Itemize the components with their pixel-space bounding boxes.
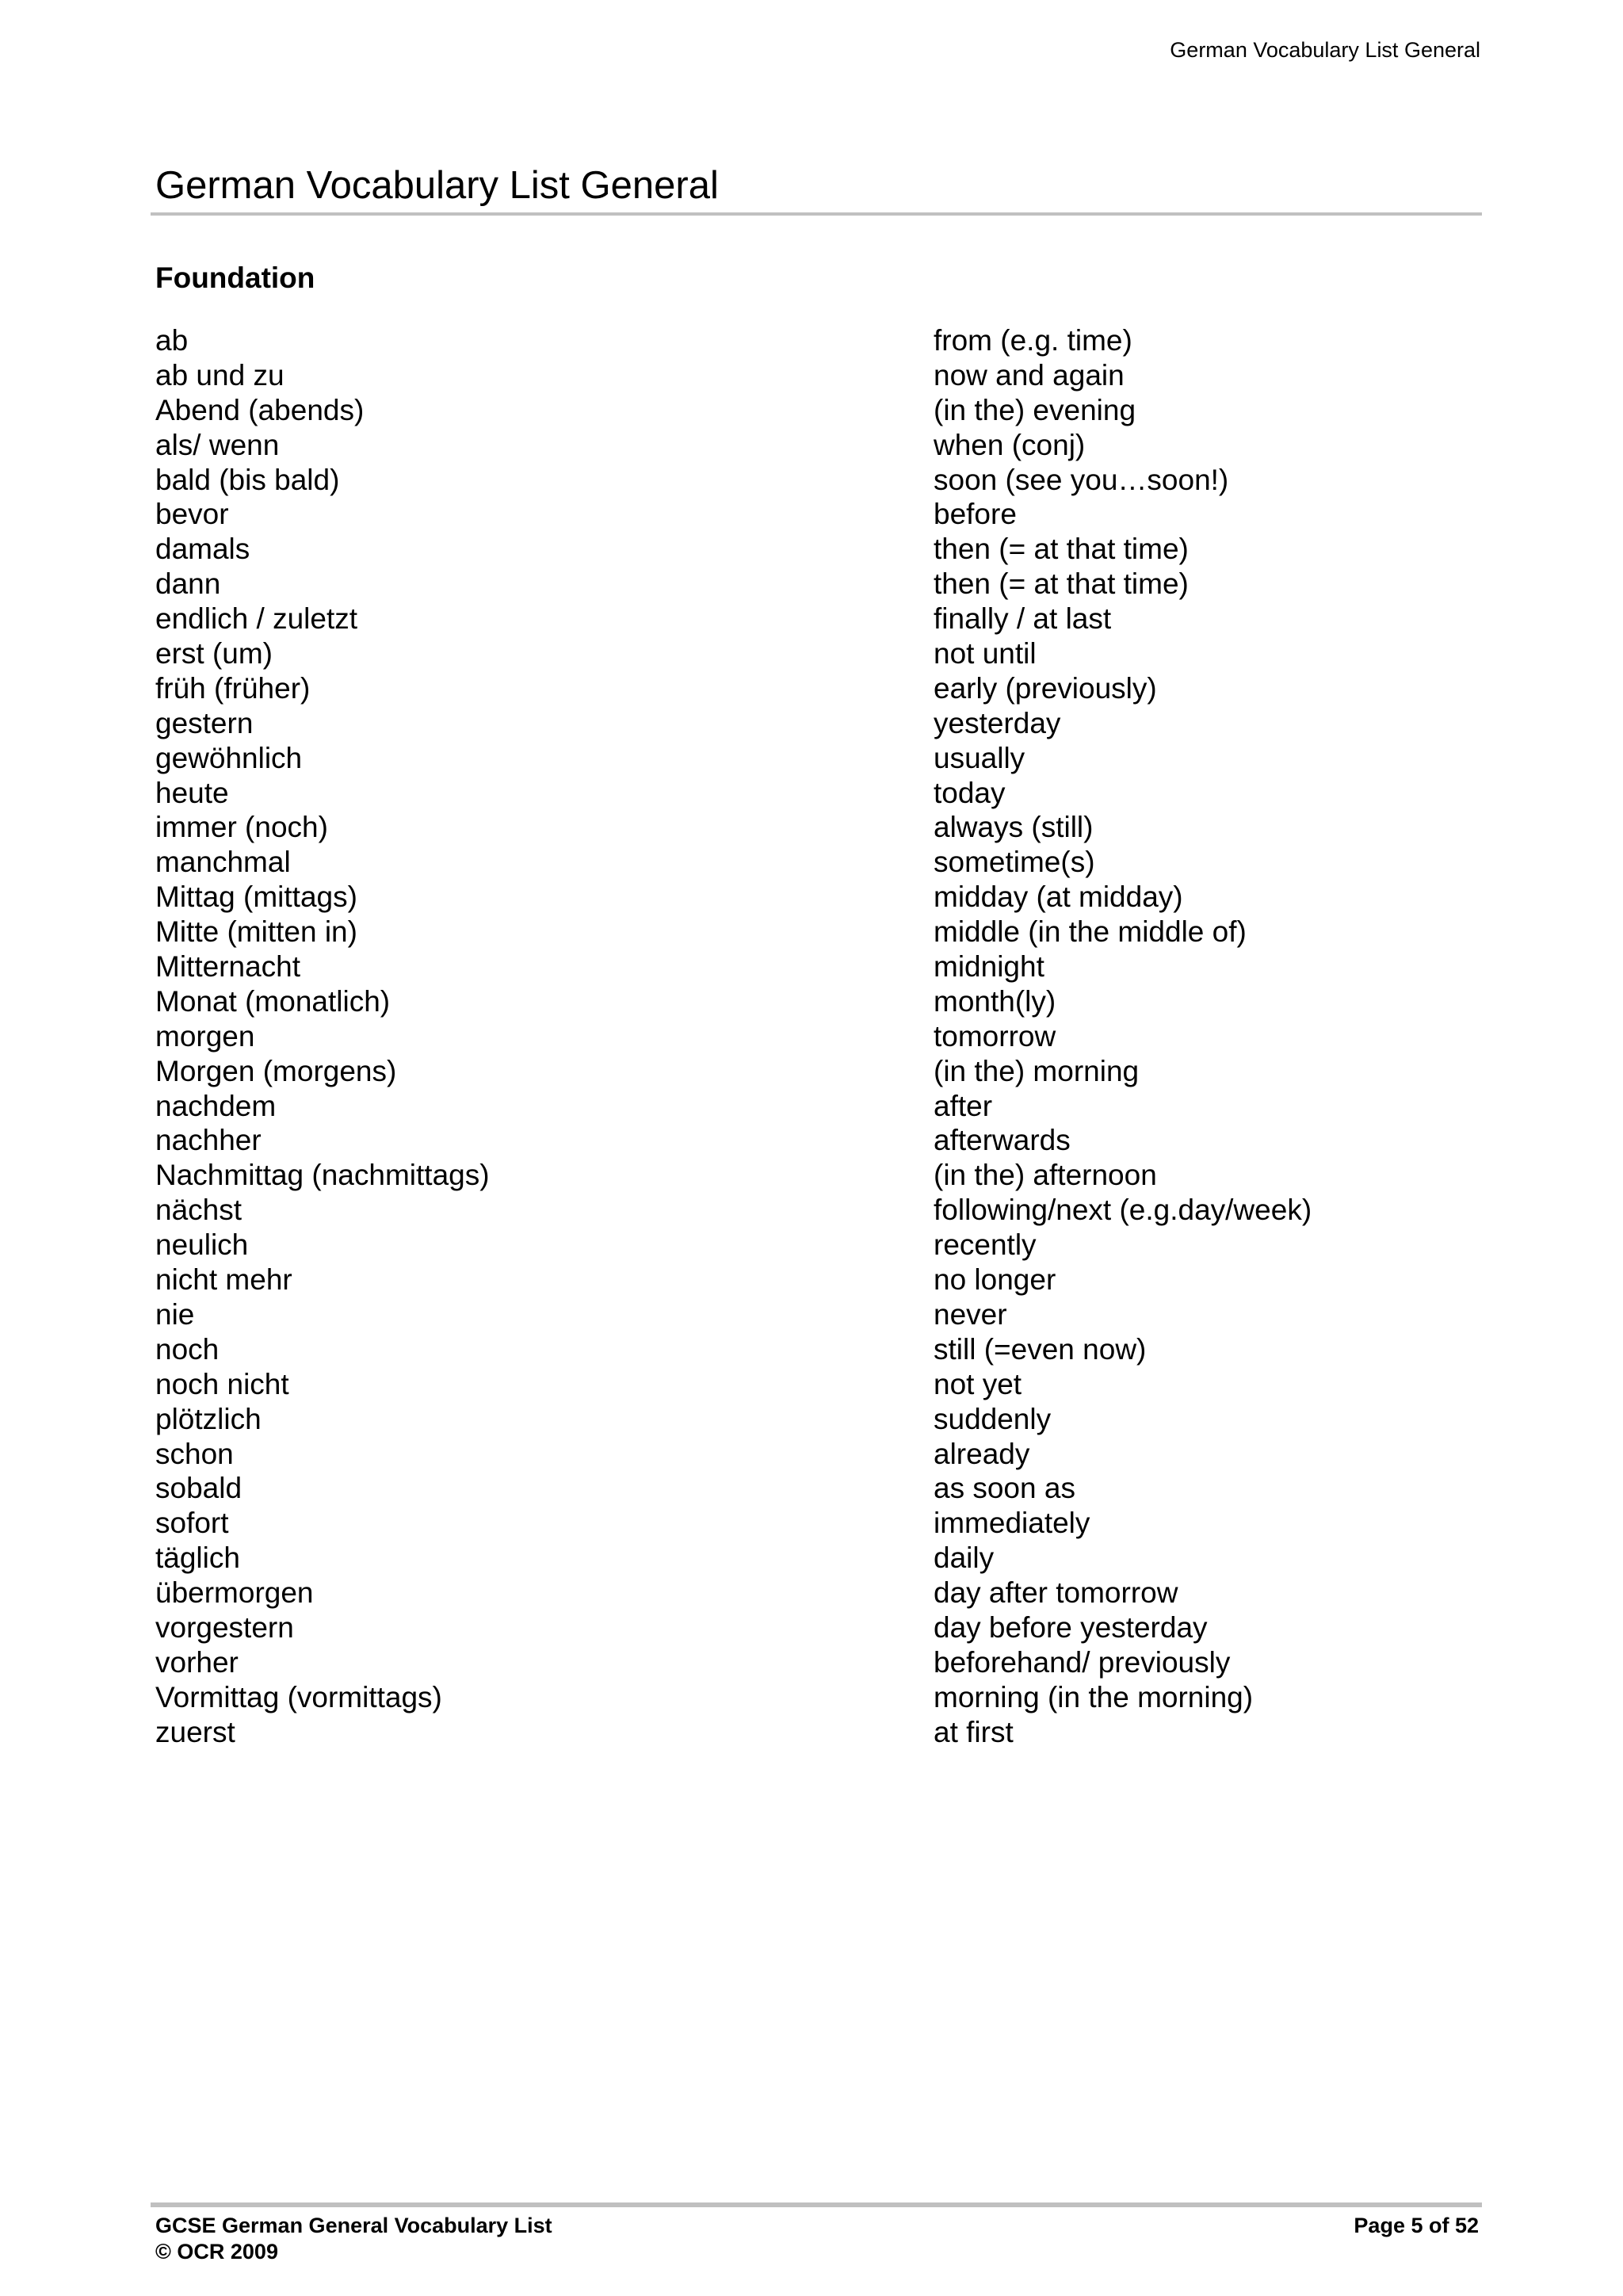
english-translation: daily [934, 1541, 995, 1575]
english-translation: suddenly [934, 1402, 1052, 1435]
english-translation: never [934, 1297, 1007, 1331]
english-translation: not until [934, 637, 1037, 670]
english-translation: immediately [934, 1507, 1090, 1540]
footer-course: GCSE German General Vocabulary List [155, 2214, 552, 2237]
english-translation: (in the) morning [934, 1054, 1140, 1087]
german-term: nächst [155, 1194, 242, 1227]
vocab-row [155, 1437, 1344, 1472]
english-translation: middle (in the middle of) [934, 915, 1247, 949]
english-translation: day before yesterday [934, 1610, 1208, 1644]
german-term: nachdem [155, 1089, 277, 1122]
german-term: ab [155, 324, 189, 357]
vocab-row [155, 358, 1344, 393]
vocab-row [155, 1471, 1344, 1506]
english-translation: month(ly) [934, 984, 1056, 1018]
vocab-row [155, 567, 1344, 602]
english-translation: morning (in the morning) [934, 1680, 1254, 1713]
german-term: sobald [155, 1472, 242, 1505]
english-translation: at first [934, 1715, 1014, 1748]
german-term: gestern [155, 706, 254, 739]
english-translation: following/next (e.g.day/week) [934, 1194, 1312, 1227]
page-title: German Vocabulary List General [155, 164, 719, 207]
german-term: übermorgen [155, 1576, 314, 1610]
german-term: noch nicht [155, 1367, 289, 1400]
vocab-row [155, 393, 1344, 428]
german-term: bevor [155, 498, 229, 531]
german-term: neulich [155, 1228, 249, 1262]
english-translation: usually [934, 741, 1025, 774]
german-term: Mittag (mittags) [155, 881, 357, 914]
german-term: schon [155, 1437, 234, 1470]
german-term: Nachmittag (nachmittags) [155, 1159, 490, 1192]
english-translation: still (=even now) [934, 1332, 1147, 1366]
german-term: Monat (monatlich) [155, 984, 391, 1018]
vocab-row [155, 1123, 1344, 1158]
vocab-row [155, 880, 1344, 915]
vocab-row [155, 463, 1344, 498]
vocab-row [155, 776, 1344, 811]
english-translation: when (conj) [934, 428, 1086, 461]
english-translation: soon (see you…soon!) [934, 463, 1229, 496]
vocab-row [155, 428, 1344, 463]
english-translation: finally / at last [934, 602, 1112, 636]
english-translation: afterwards [934, 1124, 1071, 1157]
vocab-row [155, 1019, 1344, 1054]
vocab-row [155, 1193, 1344, 1228]
vocab-row [155, 915, 1344, 949]
vocab-row [155, 741, 1344, 776]
vocab-row [155, 1576, 1344, 1610]
english-translation: no longer [934, 1263, 1056, 1297]
german-term: Vormittag (vormittags) [155, 1680, 442, 1713]
german-term: noch [155, 1332, 220, 1366]
vocab-row [155, 1332, 1344, 1367]
vocabulary-list [155, 323, 1344, 1750]
english-translation: early (previously) [934, 671, 1157, 705]
vocab-row [155, 1506, 1344, 1541]
english-translation: day after tomorrow [934, 1576, 1178, 1610]
english-translation: sometime(s) [934, 846, 1095, 879]
vocab-row [155, 810, 1344, 845]
german-term: ab und zu [155, 358, 285, 392]
german-term: nicht mehr [155, 1263, 292, 1297]
vocab-row [155, 984, 1344, 1019]
english-translation: midnight [934, 950, 1044, 984]
german-term: plötzlich [155, 1402, 262, 1435]
german-term: als/ wenn [155, 428, 280, 461]
german-term: erst (um) [155, 637, 273, 670]
vocab-row [155, 532, 1344, 567]
vocab-row [155, 1367, 1344, 1402]
english-translation: midday (at midday) [934, 881, 1183, 914]
vocab-row [155, 1089, 1344, 1124]
english-translation: from (e.g. time) [934, 324, 1132, 357]
german-term: Abend (abends) [155, 393, 365, 426]
vocab-row [155, 1402, 1344, 1437]
vocab-row [155, 949, 1344, 984]
german-term: bald (bis bald) [155, 463, 340, 496]
english-translation: before [934, 498, 1017, 531]
german-term: endlich / zuletzt [155, 602, 358, 636]
footer-left [155, 2213, 552, 2265]
german-term: immer (noch) [155, 811, 328, 844]
german-term: damals [155, 533, 250, 566]
footer-copyright: © OCR 2009 [155, 2240, 278, 2264]
english-translation: (in the) afternoon [934, 1159, 1157, 1192]
footer-divider [151, 2202, 1482, 2207]
english-translation: as soon as [934, 1472, 1075, 1505]
english-translation: not yet [934, 1367, 1022, 1400]
german-term: Mitternacht [155, 950, 301, 984]
english-translation: always (still) [934, 811, 1094, 844]
german-term: heute [155, 776, 229, 809]
vocab-row [155, 845, 1344, 880]
german-term: täglich [155, 1541, 240, 1575]
german-term: vorgestern [155, 1610, 294, 1644]
english-translation: tomorrow [934, 1019, 1056, 1052]
english-translation: today [934, 776, 1006, 809]
english-translation: then (= at that time) [934, 567, 1189, 601]
german-term: zuerst [155, 1715, 235, 1748]
english-translation: then (= at that time) [934, 533, 1189, 566]
vocab-row [155, 1054, 1344, 1089]
vocab-row [155, 671, 1344, 706]
german-term: dann [155, 567, 221, 601]
german-term: manchmal [155, 846, 291, 879]
page-number: Page 5 of 52 [1354, 2214, 1479, 2237]
vocab-row [155, 1715, 1344, 1750]
german-term: nie [155, 1297, 195, 1331]
english-translation: yesterday [934, 706, 1061, 739]
german-term: nachher [155, 1124, 262, 1157]
english-translation: now and again [934, 358, 1125, 392]
vocab-row [155, 636, 1344, 671]
english-translation: after [934, 1089, 993, 1122]
english-translation: recently [934, 1228, 1037, 1262]
german-term: gewöhnlich [155, 741, 303, 774]
vocab-row [155, 497, 1344, 532]
vocab-row [155, 1645, 1344, 1680]
title-divider [151, 212, 1482, 216]
german-term: Mitte (mitten in) [155, 915, 357, 949]
english-translation: beforehand/ previously [934, 1645, 1231, 1679]
german-term: früh (früher) [155, 671, 311, 705]
german-term: vorher [155, 1645, 239, 1679]
vocab-row [155, 1263, 1344, 1297]
vocab-row [155, 1680, 1344, 1715]
german-term: morgen [155, 1019, 255, 1052]
english-translation: (in the) evening [934, 393, 1136, 426]
vocab-row [155, 1541, 1344, 1576]
running-header: German Vocabulary List General [1170, 38, 1480, 62]
vocab-row [155, 602, 1344, 636]
german-term: sofort [155, 1507, 229, 1540]
vocab-row [155, 1228, 1344, 1263]
vocab-row [155, 1610, 1344, 1645]
section-heading: Foundation [155, 262, 315, 294]
vocab-row [155, 1297, 1344, 1332]
vocab-row [155, 1158, 1344, 1193]
german-term: Morgen (morgens) [155, 1054, 397, 1087]
vocab-row [155, 323, 1344, 358]
vocab-row [155, 706, 1344, 741]
english-translation: already [934, 1437, 1030, 1470]
